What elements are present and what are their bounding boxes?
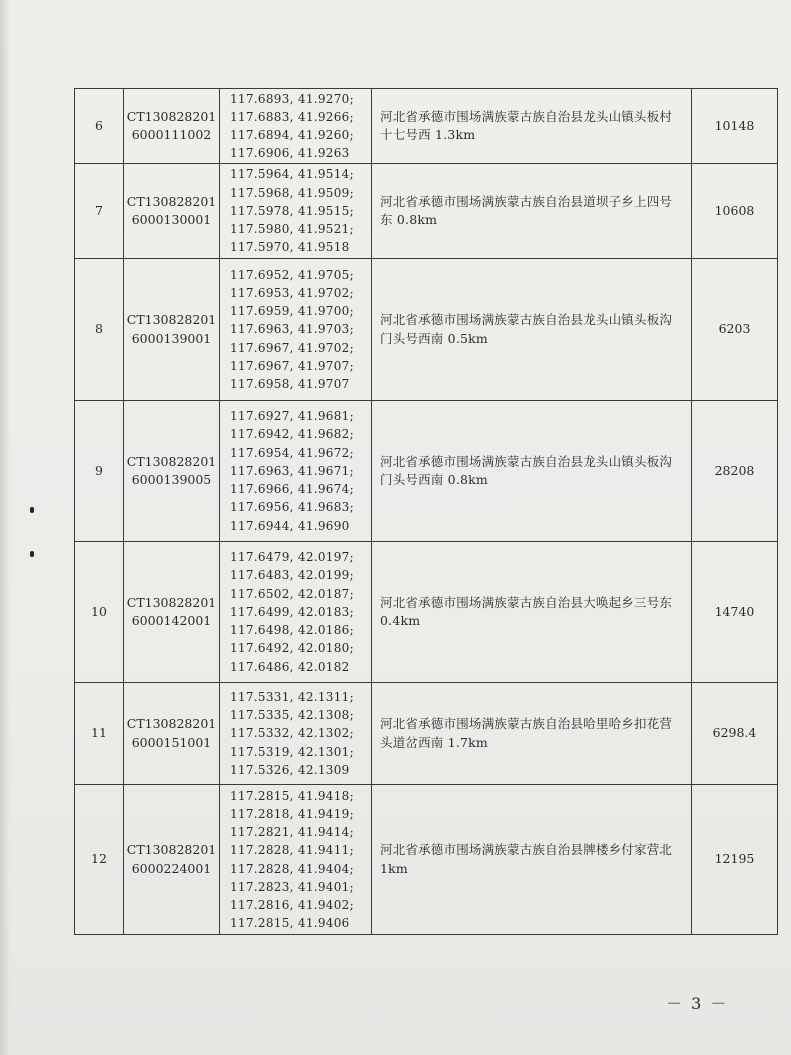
coordinate-pair: 117.2823, 41.9401; bbox=[230, 879, 354, 894]
coordinate-pair: 117.2821, 41.9414; bbox=[230, 825, 354, 840]
coordinate-pair: 117.5326, 42.1309 bbox=[230, 762, 350, 777]
plot-code-cell bbox=[124, 89, 220, 164]
location-cell: 河北省承德市围场满族蒙古族自治县道坝子乡上四号东 0.8km bbox=[372, 164, 692, 259]
area-cell: 6203 bbox=[692, 259, 778, 401]
records-table bbox=[74, 88, 778, 935]
coordinate-pair: 117.6963, 41.9671; bbox=[230, 463, 354, 478]
coordinate-pair: 117.6959, 41.9700; bbox=[230, 304, 354, 319]
coordinate-pair: 117.2815, 41.9406 bbox=[230, 916, 350, 931]
coordinate-pair: 117.6953, 41.9702; bbox=[230, 285, 354, 300]
location-cell: 河北省承德市围场满族蒙古族自治县牌楼乡付家营北 1km bbox=[372, 785, 692, 935]
plot-code-line: 6000142001 bbox=[131, 613, 212, 628]
location-cell: 河北省承德市围场满族蒙古族自治县龙头山镇头板村十七号西 1.3km bbox=[372, 89, 692, 164]
coordinates-cell bbox=[220, 89, 372, 164]
location-cell: 河北省承德市围场满族蒙古族自治县龙头山镇头板沟门头号西南 0.8km bbox=[372, 401, 692, 542]
row-index: 12 bbox=[75, 785, 124, 935]
row-index: 11 bbox=[75, 683, 124, 785]
coordinate-pair: 117.5980, 41.9521; bbox=[230, 222, 354, 237]
coordinate-pair: 117.2828, 41.9411; bbox=[230, 843, 354, 858]
row-index: 7 bbox=[75, 164, 124, 259]
location-cell: 河北省承德市围场满族蒙古族自治县大唤起乡三号东 0.4km bbox=[372, 542, 692, 683]
coordinate-pair: 117.6499, 42.0183; bbox=[230, 604, 354, 619]
plot-code-line: CT130828201 bbox=[126, 716, 217, 732]
records-table-body bbox=[75, 89, 778, 935]
plot-code-cell bbox=[124, 785, 220, 935]
coordinate-pair: 117.6927, 41.9681; bbox=[230, 409, 354, 424]
coordinates-cell bbox=[220, 401, 372, 542]
area-cell: 14740 bbox=[692, 542, 778, 683]
coordinate-pair: 117.6967, 41.9702; bbox=[230, 340, 354, 355]
plot-code-line: 6000139005 bbox=[131, 472, 212, 487]
coordinate-pair: 117.6952, 41.9705; bbox=[230, 267, 354, 282]
coordinate-pair: 117.6963, 41.9703; bbox=[230, 322, 354, 337]
coordinate-pair: 117.6956, 41.9683; bbox=[230, 500, 354, 515]
location-cell: 河北省承德市围场满族蒙古族自治县龙头山镇头板沟门头号西南 0.5km bbox=[372, 259, 692, 401]
plot-code-line: CT130828201 bbox=[126, 842, 217, 858]
location-cell: 河北省承德市围场满族蒙古族自治县哈里哈乡扣花营头道岔西南 1.7km bbox=[372, 683, 692, 785]
coordinates-cell bbox=[220, 259, 372, 401]
plot-code-line: CT130828201 bbox=[126, 312, 217, 328]
coordinate-pair: 117.2828, 41.9404; bbox=[230, 861, 354, 876]
row-index: 8 bbox=[75, 259, 124, 401]
coordinate-pair: 117.2818, 41.9419; bbox=[230, 806, 354, 821]
page-number: － 3 － bbox=[666, 994, 729, 1013]
coordinate-pair: 117.6894, 41.9260; bbox=[230, 128, 354, 142]
plot-code-line: 6000130001 bbox=[131, 212, 212, 227]
coordinates-cell bbox=[220, 683, 372, 785]
coordinate-pair: 117.5335, 42.1308; bbox=[230, 708, 354, 723]
row-index: 10 bbox=[75, 542, 124, 683]
coordinates-cell bbox=[220, 542, 372, 683]
coordinate-pair: 117.6944, 41.9690 bbox=[230, 518, 350, 533]
row-index: 6 bbox=[75, 89, 124, 164]
plot-code-cell bbox=[124, 542, 220, 683]
plot-code-line: CT130828201 bbox=[126, 453, 217, 469]
coordinate-pair: 117.6479, 42.0197; bbox=[230, 550, 354, 565]
coordinate-pair: 117.5332, 42.1302; bbox=[230, 726, 354, 741]
row-index: 9 bbox=[75, 401, 124, 542]
plot-code-cell bbox=[124, 683, 220, 785]
coordinate-pair: 117.5968, 41.9509; bbox=[230, 185, 354, 200]
table-row bbox=[75, 542, 778, 683]
coordinate-pair: 117.5964, 41.9514; bbox=[230, 167, 354, 182]
area-cell: 12195 bbox=[692, 785, 778, 935]
plot-code-cell bbox=[124, 401, 220, 542]
table-row bbox=[75, 683, 778, 785]
coordinates-cell bbox=[220, 164, 372, 259]
coordinate-pair: 117.6906, 41.9263 bbox=[230, 146, 350, 161]
coordinate-pair: 117.2815, 41.9418; bbox=[230, 788, 354, 803]
binding-hole-mark bbox=[30, 551, 34, 557]
coordinate-pair: 117.6498, 42.0186; bbox=[230, 623, 354, 638]
plot-code-line: CT130828201 bbox=[126, 108, 217, 124]
coordinate-pair: 117.6958, 41.9707 bbox=[230, 377, 350, 391]
area-cell: 10148 bbox=[692, 89, 778, 164]
coordinate-pair: 117.2816, 41.9402; bbox=[230, 897, 354, 912]
plot-code-line: 6000139001 bbox=[131, 330, 212, 346]
plot-code-line: 6000111002 bbox=[131, 127, 212, 142]
area-cell: 6298.4 bbox=[692, 683, 778, 785]
table-row bbox=[75, 164, 778, 259]
coordinate-pair: 117.6967, 41.9707; bbox=[230, 358, 354, 373]
coordinate-pair: 117.5319, 42.1301; bbox=[230, 744, 354, 759]
coordinate-pair: 117.6492, 42.0180; bbox=[230, 641, 354, 656]
coordinate-pair: 117.5970, 41.9518 bbox=[230, 240, 350, 255]
plot-code-cell bbox=[124, 259, 220, 401]
coordinate-pair: 117.6966, 41.9674; bbox=[230, 482, 354, 497]
table-row bbox=[75, 785, 778, 935]
coordinate-pair: 117.5331, 42.1311; bbox=[230, 689, 354, 704]
area-cell: 28208 bbox=[692, 401, 778, 542]
plot-code-line: CT130828201 bbox=[126, 594, 217, 610]
coordinate-pair: 117.6483, 42.0199; bbox=[230, 568, 354, 583]
plot-code-line: 6000224001 bbox=[131, 860, 212, 876]
coordinate-pair: 117.6883, 41.9266; bbox=[230, 109, 354, 124]
area-cell: 10608 bbox=[692, 164, 778, 259]
coordinate-pair: 117.6893, 41.9270; bbox=[230, 91, 354, 106]
page-edge-shadow bbox=[0, 0, 10, 1055]
coordinate-pair: 117.6942, 41.9682; bbox=[230, 427, 354, 442]
coordinates-cell bbox=[220, 785, 372, 935]
coordinate-pair: 117.6954, 41.9672; bbox=[230, 445, 354, 460]
table-row bbox=[75, 259, 778, 401]
plot-code-line: CT130828201 bbox=[126, 193, 217, 209]
coordinate-pair: 117.6502, 42.0187; bbox=[230, 586, 354, 601]
table-row bbox=[75, 401, 778, 542]
plot-code-line: 6000151001 bbox=[131, 734, 212, 750]
binding-hole-mark bbox=[30, 507, 34, 513]
plot-code-cell bbox=[124, 164, 220, 259]
table-row bbox=[75, 89, 778, 164]
coordinate-pair: 117.5978, 41.9515; bbox=[230, 203, 354, 218]
coordinate-pair: 117.6486, 42.0182 bbox=[230, 659, 350, 674]
